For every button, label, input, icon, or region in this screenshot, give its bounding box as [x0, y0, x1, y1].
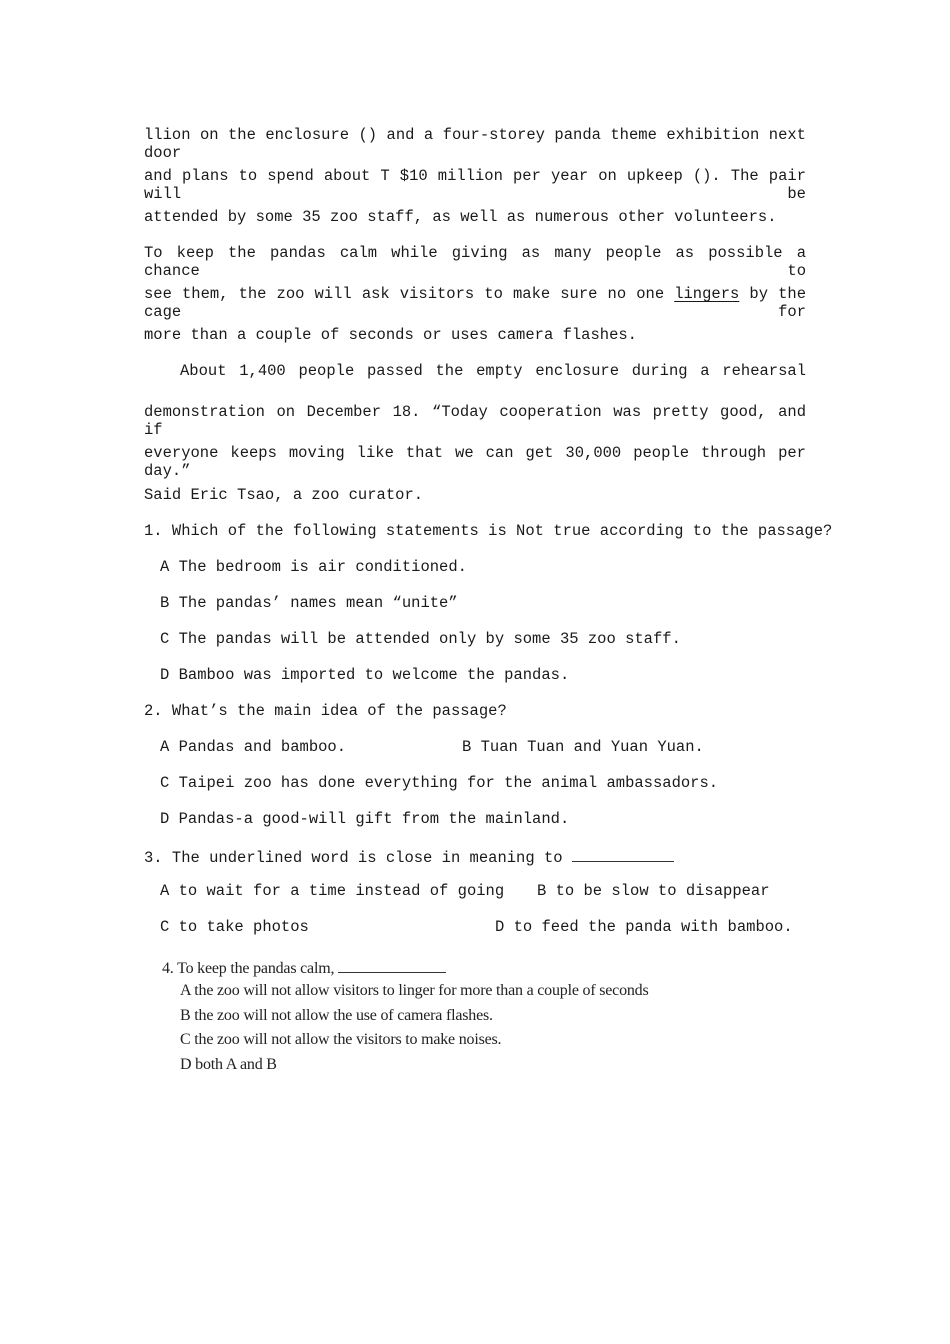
passage-line: everyone keeps moving like that we can get 30,000 people through per day.”	[144, 444, 806, 480]
passage-line: more than a couple of seconds or uses camera flashes.	[144, 326, 637, 344]
answer-option: D Pandas-a good-will gift from the mainland.	[160, 810, 570, 828]
passage-line: To keep the pandas calm while giving as many people as possible a chance to	[144, 244, 806, 280]
answer-blank	[338, 957, 446, 973]
passage-text: by the cage for	[144, 285, 806, 321]
question-stem	[162, 957, 446, 978]
passage-line: llion on the enclosure () and a four-storey panda theme exhibition next door	[144, 126, 806, 162]
question-stem: 2. What’s the main idea of the passage?	[144, 702, 507, 720]
passage-line: and plans to spend about T $10 million per year on upkeep (). The pair will be	[144, 167, 806, 203]
question-stem: 1. Which of the following statements is Not true according to the passage?	[144, 522, 833, 540]
passage-text: see them, the zoo will ask visitors to make sure no one	[144, 285, 675, 303]
answer-option: B to be slow to disappear	[537, 882, 770, 900]
passage-line: attended by some 35 zoo staff, as well as numerous other volunteers.	[144, 208, 777, 226]
answer-option: D Bamboo was imported to welcome the pandas.	[160, 666, 570, 684]
passage-line: About 1,400 people passed the empty enclosure during a rehearsal	[180, 362, 806, 380]
answer-option: C The pandas will be attended only by some 35 zoo staff.	[160, 630, 681, 648]
passage-line: demonstration on December 18. “Today cooperation was pretty good, and if	[144, 403, 806, 439]
question-stem	[144, 846, 674, 867]
question-text: 4. To keep the pandas calm,	[162, 960, 335, 977]
underlined-word: lingers	[674, 285, 740, 303]
answer-option: B The pandas’ names mean “unite”	[160, 594, 458, 612]
answer-blank	[572, 846, 674, 862]
answer-option: A Pandas and bamboo.	[160, 738, 347, 756]
answer-option: B the zoo will not allow the use of camera flashes.	[180, 1007, 493, 1024]
answer-option: A to wait for a time instead of going	[160, 882, 505, 900]
answer-option: D to feed the panda with bamboo.	[495, 918, 793, 936]
passage-line	[144, 285, 806, 321]
answer-option: D both A and B	[180, 1056, 277, 1073]
answer-option: C Taipei zoo has done everything for the animal ambassadors.	[160, 774, 719, 792]
answer-option: B Tuan Tuan and Yuan Yuan.	[462, 738, 704, 756]
answer-option: C to take photos	[160, 918, 309, 936]
passage-line: Said Eric Tsao, a zoo curator.	[144, 486, 424, 504]
answer-option: A The bedroom is air conditioned.	[160, 558, 467, 576]
question-text: 3. The underlined word is close in meaning to	[144, 849, 563, 867]
answer-option: C the zoo will not allow the visitors to make noises.	[180, 1031, 502, 1048]
answer-option: A the zoo will not allow visitors to linger for more than a couple of seconds	[180, 982, 649, 999]
